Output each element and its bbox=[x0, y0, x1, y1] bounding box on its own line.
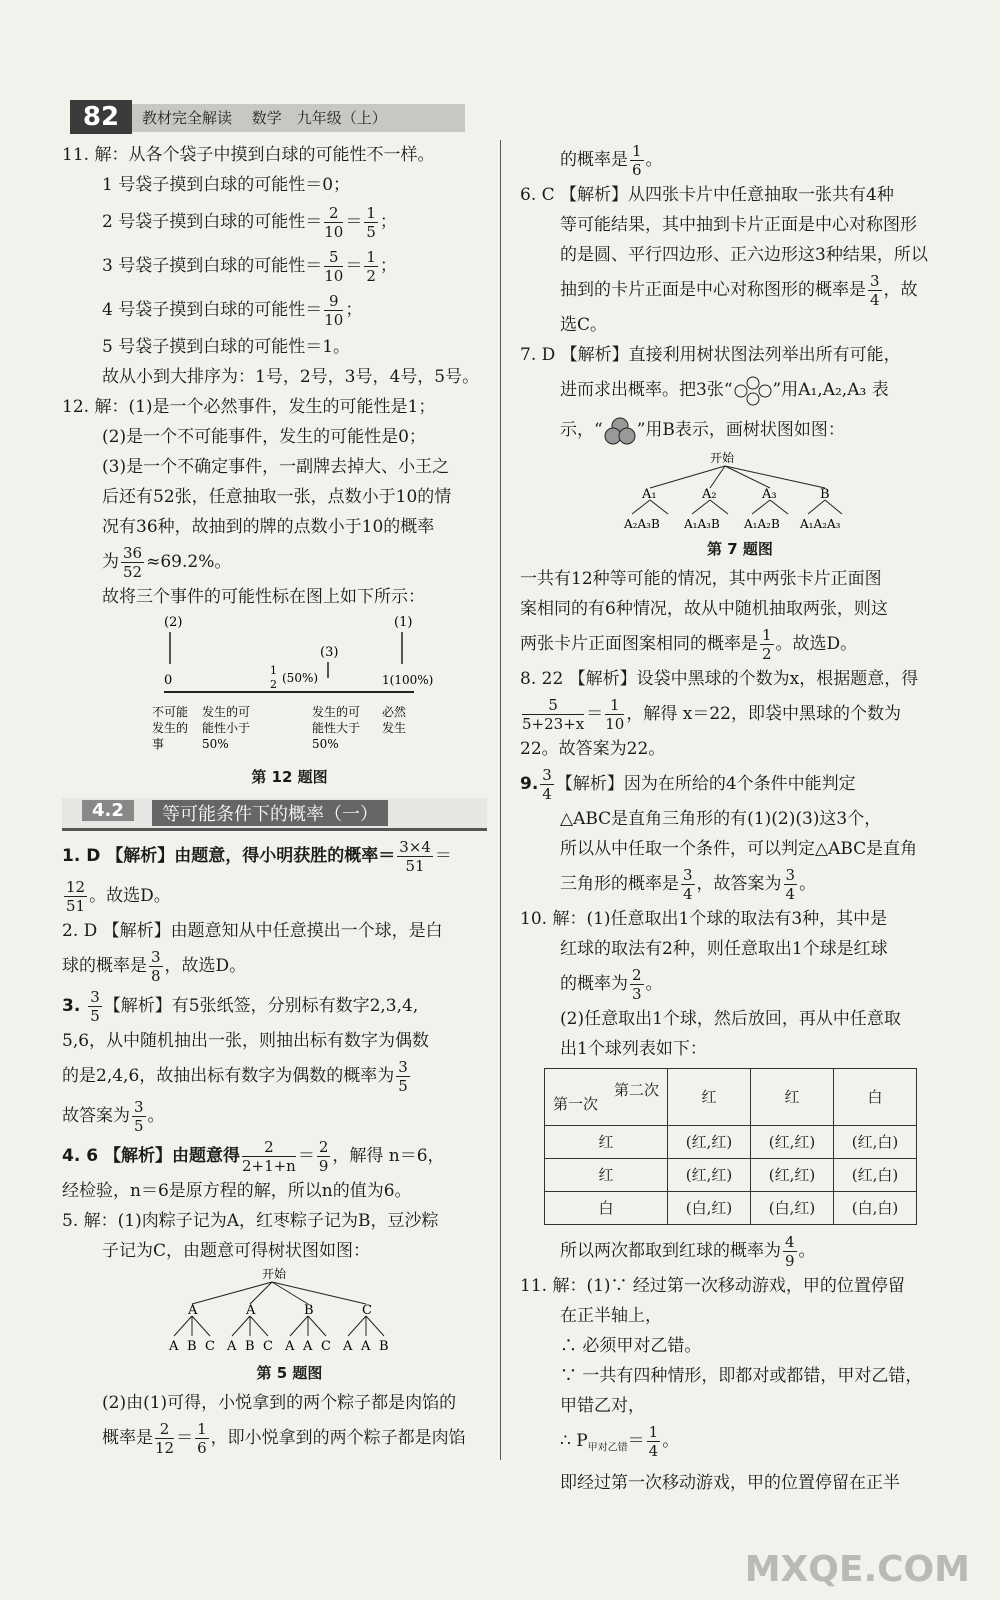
tree-node: C bbox=[362, 1303, 372, 1318]
answer-text: 故从小到大排序为：1号，2号，3号，4号，5号。 bbox=[102, 367, 480, 387]
table-corner bbox=[545, 1069, 668, 1126]
answer-text: 5,6，从中随机抽出一张，则抽出标有数字为偶数 bbox=[62, 1031, 430, 1051]
table-cell: 红 bbox=[668, 1069, 751, 1126]
text: 【解析】因为在所给的4个条件中能判定 bbox=[555, 774, 856, 794]
answer-text: 4. 6 【解析】由题意得 $\frac{2}{2+1+n}$ ＝ $\frac{2}{9}$ ，解得 n＝6， bbox=[62, 1138, 445, 1175]
numerator: 9 bbox=[324, 292, 343, 311]
text: 所以两次都取到红球的概率为 bbox=[560, 1241, 781, 1261]
tree-node: A₂ bbox=[702, 487, 717, 502]
text: 的概率是 bbox=[560, 150, 628, 170]
tree-leaf: A₁A₂A₃ bbox=[800, 517, 841, 531]
denominator: 9 bbox=[318, 1157, 329, 1175]
text: 。 bbox=[645, 974, 663, 994]
table-cell: (红,白) bbox=[834, 1159, 917, 1192]
numerator: 1 bbox=[366, 248, 376, 266]
numerator: 1 bbox=[366, 204, 376, 222]
answer-text: 选C。 bbox=[560, 315, 608, 335]
answer-text: (2)任意取出1个球，然后放回，再从中任意取 bbox=[560, 1009, 901, 1029]
answer-text: 6. C 【解析】从四张卡片中任意抽取一张共有4种 bbox=[520, 185, 894, 205]
table-cell: 白 bbox=[545, 1192, 668, 1225]
denominator: 3 bbox=[632, 985, 642, 1003]
answer-text bbox=[520, 140, 960, 180]
tree-node: A₃ bbox=[762, 487, 777, 502]
numerator: 3 bbox=[683, 866, 693, 884]
figure-caption: 第 5 题图 bbox=[256, 1364, 323, 1382]
answer-text: 10. 解：(1)任意取出1个球的取法有3种，其中是 bbox=[520, 909, 888, 929]
tree-leaf: C bbox=[321, 1339, 331, 1354]
tree-diagram-7 bbox=[520, 450, 940, 534]
answer-text: 况有36种，故抽到的牌的点数小于10的概率 bbox=[102, 517, 435, 537]
tree-leaf: A bbox=[169, 1339, 179, 1354]
tree-leaf: B bbox=[245, 1339, 255, 1354]
answer-text: △ABC是直角三角形的有(1)(2)(3)这3个， bbox=[560, 809, 882, 829]
denominator: 2+1+n bbox=[241, 1157, 296, 1175]
numerator: 2 bbox=[155, 1420, 174, 1439]
numerator: 4 bbox=[785, 1233, 795, 1251]
row-header: 第一次 bbox=[553, 1095, 599, 1113]
tree-leaf: C bbox=[263, 1339, 273, 1354]
denominator: 51 bbox=[405, 857, 425, 875]
answer-text bbox=[520, 410, 960, 450]
left-column bbox=[62, 140, 517, 1458]
label-100: 1(100%) bbox=[382, 673, 434, 687]
numerator: 2 bbox=[632, 966, 642, 984]
text: ”用B表示，画树状图如图： bbox=[636, 420, 845, 440]
number-line-figure bbox=[102, 612, 522, 762]
denominator: 4 bbox=[648, 1442, 659, 1460]
tree-node: A bbox=[246, 1303, 256, 1318]
text: 发生 bbox=[382, 721, 407, 735]
text: 必然 bbox=[382, 705, 407, 719]
tree-leaf: A bbox=[343, 1339, 353, 1354]
denominator: 5 bbox=[90, 1007, 100, 1025]
denominator: 51 bbox=[66, 897, 86, 915]
answer-text: 所以从中任取一个条件，可以判定△ABC是直角 bbox=[560, 839, 918, 859]
tree-leaf: A bbox=[303, 1339, 313, 1354]
text: ，解得 n＝6， bbox=[332, 1146, 445, 1166]
denominator: 6 bbox=[197, 1439, 207, 1457]
text: 示，“ bbox=[560, 420, 603, 440]
label-1: (1) bbox=[394, 615, 413, 630]
answer-text: 7. D 【解析】直接利用树状图法列举出所有可能， bbox=[520, 345, 901, 365]
tree-leaf: A bbox=[361, 1339, 371, 1354]
table-cell: (白,白) bbox=[834, 1192, 917, 1225]
answer-text: 1 号袋子摸到白球的可能性＝0； bbox=[102, 175, 351, 195]
numerator: 5 bbox=[324, 248, 343, 267]
numerator: 1 bbox=[648, 1423, 659, 1441]
text: 不可能 bbox=[152, 705, 189, 719]
half-den: 2 bbox=[270, 678, 277, 691]
text: 【解析】有5张纸签，分别标有数字2,3,4, bbox=[103, 996, 419, 1016]
half-num: 1 bbox=[270, 664, 277, 677]
tree-leaf: A bbox=[227, 1339, 237, 1354]
text: 能性小于 bbox=[202, 721, 251, 735]
text: ，解得 x＝22，即袋中黑球的个数为 bbox=[626, 704, 901, 724]
answer-text: 的是圆、平行四边形、正六边形这3种结果，所以 bbox=[560, 245, 928, 265]
answer-text: 2. D 【解析】由题意知从中任意摸出一个球，是白 bbox=[62, 921, 443, 941]
tree-diagram-5 bbox=[62, 1266, 482, 1358]
text: ∴ P bbox=[560, 1431, 588, 1451]
answer-text: 一共有12种等可能的情况，其中两张卡片正面图 bbox=[520, 569, 882, 589]
table-header-row bbox=[545, 1069, 917, 1126]
text: 4 号袋子摸到白球的可能性＝ bbox=[102, 300, 323, 320]
tree-leaf: A₁A₂B bbox=[744, 517, 780, 531]
table-cell: 红 bbox=[545, 1159, 668, 1192]
denominator: 10 bbox=[324, 267, 344, 285]
tree-node: A bbox=[188, 1303, 198, 1318]
numerator: 3 bbox=[398, 1058, 408, 1076]
answer-text: 后还有52张，任意抽取一张，点数小于10的情 bbox=[102, 487, 452, 507]
tree-leaf: A bbox=[285, 1339, 295, 1354]
answer-text: 5. 解：(1)肉粽子记为A，红枣粽子记为B，豆沙粽 bbox=[62, 1211, 439, 1231]
answer-text bbox=[520, 270, 960, 310]
text: 进而求出概率。把3张“ bbox=[560, 380, 733, 400]
answer-text: 即经过第一次移动游戏，甲的位置停留在正半 bbox=[560, 1473, 900, 1494]
answer-text bbox=[62, 1096, 517, 1136]
answer-text: 5 号袋子摸到白球的可能性＝1。 bbox=[102, 337, 351, 357]
denominator: 4 bbox=[542, 785, 552, 803]
text: 。 bbox=[645, 150, 663, 170]
tree-leaf: B bbox=[187, 1339, 197, 1354]
numerator: 2 bbox=[242, 1138, 296, 1157]
text: 发生的 bbox=[152, 721, 189, 735]
table-cell: 红 bbox=[751, 1069, 834, 1126]
answer-text bbox=[520, 764, 960, 804]
answer-text: 出1个球列表如下： bbox=[560, 1039, 707, 1059]
numerator: 36 bbox=[123, 544, 143, 562]
answer-text bbox=[520, 864, 960, 904]
text: 三角形的概率是 bbox=[560, 874, 679, 894]
denominator: 5 bbox=[398, 1077, 408, 1095]
tree-leaf: B bbox=[379, 1339, 389, 1354]
text: 两张卡片正面图案相同的概率是 bbox=[520, 634, 758, 654]
text: 3 号袋子摸到白球的可能性＝ bbox=[102, 256, 323, 276]
section-heading bbox=[62, 798, 517, 830]
table-cell: (红,红) bbox=[751, 1159, 834, 1192]
text: ＝ bbox=[627, 1431, 645, 1451]
text: 抽到的卡片正面是中心对称图形的概率是 bbox=[560, 280, 866, 300]
numerator: 12 bbox=[66, 878, 86, 896]
denominator: 9 bbox=[785, 1252, 795, 1270]
card-pattern-a-icon bbox=[733, 376, 773, 406]
text: ，即小悦拿到的两个粽子都是肉馅 bbox=[210, 1428, 466, 1448]
numerator: 1 bbox=[632, 142, 642, 160]
column-header: 第二次 bbox=[613, 1081, 659, 1099]
answer-text: ∵ 一共有四种情形，即都对或都错，甲对乙错， bbox=[560, 1366, 923, 1386]
table-cell: 红 bbox=[545, 1126, 668, 1159]
text: 概率是 bbox=[102, 1428, 153, 1448]
denominator: 5 bbox=[134, 1117, 144, 1135]
answer-text bbox=[62, 876, 517, 916]
text: ，故选D。 bbox=[164, 956, 247, 976]
text: 4. 6 【解析】由题意得 bbox=[62, 1146, 240, 1166]
denominator: 4 bbox=[683, 885, 693, 903]
answer-text: 3 号袋子摸到白球的可能性＝ $\frac{5}{10}$ ＝ $\frac{1}{2}$ ； bbox=[102, 248, 397, 285]
numerator: 3 bbox=[134, 1098, 144, 1116]
text: 。 bbox=[799, 874, 817, 894]
text: 。 bbox=[147, 1106, 165, 1126]
numerator: 5 bbox=[522, 696, 584, 715]
numerator: 2 bbox=[324, 204, 343, 223]
answer-text: 子记为C，由题意可得树状图如图： bbox=[102, 1241, 371, 1261]
label-0: 0 bbox=[164, 673, 173, 688]
right-column bbox=[520, 140, 960, 1498]
answer-text bbox=[62, 986, 517, 1026]
text: 50% bbox=[202, 737, 229, 751]
text: 能性大于 bbox=[312, 721, 361, 735]
table-cell: (红,红) bbox=[668, 1159, 751, 1192]
text: 。故选D。 bbox=[89, 886, 171, 906]
answer-text: (2)是一个不可能事件，发生的可能性是0； bbox=[102, 427, 426, 447]
text: 。 bbox=[798, 1241, 816, 1261]
tree-root: 开始 bbox=[262, 1267, 287, 1281]
answer-text: 22。故答案为22。 bbox=[520, 739, 666, 759]
answer-text: 2 号袋子摸到白球的可能性＝ $\frac{2}{10}$ ＝ $\frac{1}{5}$ ； bbox=[102, 204, 397, 241]
tree-node: A₁ bbox=[642, 487, 657, 502]
text: ，故答案为 bbox=[696, 874, 782, 894]
text: 故答案为 bbox=[62, 1106, 130, 1126]
numerator: 1 bbox=[605, 696, 624, 715]
numerator: 3 bbox=[870, 272, 880, 290]
denominator: 2 bbox=[366, 267, 376, 285]
table-cell: (红,红) bbox=[751, 1126, 834, 1159]
text: 2 号袋子摸到白球的可能性＝ bbox=[102, 212, 323, 232]
answer-text: 经检验，n＝6是原方程的解，所以n的值为6。 bbox=[62, 1181, 412, 1201]
denominator: 8 bbox=[151, 967, 161, 985]
answer-text: 8. 22 【解析】设袋中黑球的个数为x，根据题意，得 bbox=[520, 669, 919, 689]
text: 发生的可 bbox=[202, 705, 251, 719]
denominator: 4 bbox=[785, 885, 796, 903]
text: 的是2,4,6，故抽出标有数字为偶数的概率为 bbox=[62, 1066, 395, 1086]
numerator: 1 bbox=[197, 1420, 207, 1438]
label-50: (50%) bbox=[282, 671, 319, 685]
table-row bbox=[545, 1159, 917, 1192]
table-cell: 白 bbox=[834, 1069, 917, 1126]
answer-text: 11. 解：从各个袋子中摸到白球的可能性不一样。 bbox=[62, 145, 435, 165]
numerator: 3×4 bbox=[399, 838, 431, 856]
numerator: 3 bbox=[90, 988, 100, 1006]
numerator: 1 bbox=[762, 626, 772, 644]
tree-node: B bbox=[304, 1303, 314, 1318]
text: 为 bbox=[102, 552, 119, 572]
table-cell: (白,红) bbox=[751, 1192, 834, 1225]
table-row bbox=[545, 1192, 917, 1225]
denominator: 5 bbox=[366, 223, 376, 241]
section-number: 4.2 bbox=[82, 800, 134, 821]
text: ，故 bbox=[883, 280, 918, 300]
label-2: (2) bbox=[164, 615, 183, 630]
page-number: 82 bbox=[70, 100, 132, 134]
text: 的概率为 bbox=[560, 974, 628, 994]
card-pattern-b-icon bbox=[603, 416, 637, 446]
text: ≈69.2%。 bbox=[146, 552, 232, 572]
answer-text bbox=[520, 1231, 960, 1271]
label-3: (3) bbox=[320, 645, 339, 660]
denominator: 10 bbox=[324, 223, 344, 241]
numerator: 3 bbox=[151, 948, 161, 966]
denominator: 10 bbox=[324, 311, 344, 329]
answer-text: 12. 解：(1)是一个必然事件，发生的可能性是1； bbox=[62, 397, 436, 417]
answer-text: (3)是一个不确定事件，一副牌去掉大、小王之 bbox=[102, 457, 450, 477]
answer-text: (2)由(1)可得，小悦拿到的两个粽子都是肉馅的 bbox=[102, 1393, 457, 1413]
denominator: 10 bbox=[605, 715, 625, 733]
answer-text: 1. D 【解析】由题意，得小明获胜的概率＝ $\frac{3\times 4}{51}$ ＝ bbox=[62, 838, 452, 875]
answer-text bbox=[62, 1056, 517, 1096]
book-title: 教材完全解读 数学 九年级（上） bbox=[142, 109, 387, 127]
answer-text: 案相同的有6种情况，故从中随机抽取两张，则这 bbox=[520, 599, 888, 619]
answer-text bbox=[62, 946, 517, 986]
question-number: 9. bbox=[520, 774, 539, 794]
answer-text: 11. 解：(1)∵ 经过第一次移动游戏，甲的位置停留 bbox=[520, 1276, 905, 1296]
denominator: 4 bbox=[870, 291, 880, 309]
watermark: MXQE.COM bbox=[744, 1549, 970, 1590]
answer-text: 4 号袋子摸到白球的可能性＝ $\frac{9}{10}$ ； bbox=[102, 292, 363, 329]
numerator: 3 bbox=[542, 766, 552, 784]
text: 50% bbox=[312, 737, 339, 751]
answer-text bbox=[62, 542, 517, 582]
tree-leaf: A₁A₃B bbox=[684, 517, 720, 531]
answer-text: 故将三个事件的可能性标在图上如下所示： bbox=[102, 587, 425, 607]
numerator: 3 bbox=[785, 866, 796, 884]
subscript: 甲对乙错 bbox=[587, 1442, 628, 1454]
text: 球的概率是 bbox=[62, 956, 147, 976]
tree-root: 开始 bbox=[710, 451, 735, 465]
denominator: 2 bbox=[762, 645, 772, 663]
text: 事 bbox=[152, 737, 165, 751]
answer-text: $\frac{5}{5+23+x}$ ＝ $\frac{1}{10}$ ，解得 x＝22，即袋中黑球的个数为 bbox=[522, 696, 901, 733]
outcome-table bbox=[544, 1068, 917, 1225]
answer-text: 概率是 $\frac{2}{12}$ ＝ $\frac{1}{6}$ ，即小悦拿到的两个粽子都是肉馅 bbox=[102, 1420, 466, 1457]
figure-caption: 第 7 题图 bbox=[707, 540, 773, 558]
denominator: 12 bbox=[155, 1439, 175, 1457]
table-cell: (红,白) bbox=[834, 1126, 917, 1159]
answer-text: 在正半轴上， bbox=[560, 1306, 662, 1326]
table-cell: (红,红) bbox=[668, 1126, 751, 1159]
table-row bbox=[545, 1126, 917, 1159]
tree-leaf: A₂A₃B bbox=[624, 517, 660, 531]
text: 发生的可 bbox=[312, 705, 361, 719]
denominator: 52 bbox=[123, 563, 143, 581]
answer-text bbox=[520, 1421, 960, 1468]
text: 3. bbox=[62, 996, 87, 1016]
tree-node: B bbox=[820, 487, 830, 502]
answer-text: 等可能结果，其中抽到卡片正面是中心对称图形 bbox=[560, 215, 917, 235]
numerator: 2 bbox=[318, 1138, 329, 1156]
answer-text bbox=[520, 370, 960, 410]
answer-text: 甲错乙对， bbox=[560, 1396, 645, 1416]
denominator: 6 bbox=[632, 161, 642, 179]
answer-text: 红球的取法有2种，则任意取出1个球是红球 bbox=[560, 939, 888, 959]
figure-caption: 第 12 题图 bbox=[251, 768, 328, 786]
answer-text: ∴ 必须甲对乙错。 bbox=[560, 1336, 702, 1356]
text: 1. D 【解析】由题意，得小明获胜的概率＝ bbox=[62, 846, 396, 866]
answer-text bbox=[520, 964, 960, 1004]
tree-leaf: C bbox=[205, 1339, 215, 1354]
denominator: 5+23+x bbox=[522, 715, 585, 733]
table-cell: (白,红) bbox=[668, 1192, 751, 1225]
text: 。故选D。 bbox=[775, 634, 858, 654]
text: 。 bbox=[662, 1431, 680, 1451]
answer-text bbox=[520, 624, 960, 664]
text: ”用A₁,A₂,A₃ 表 bbox=[772, 380, 889, 400]
section-title: 等可能条件下的概率（一） bbox=[152, 800, 388, 826]
